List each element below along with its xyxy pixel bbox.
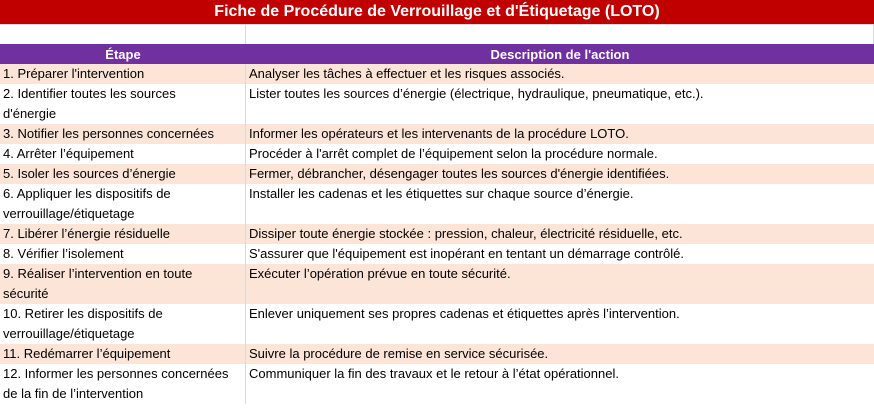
step-cell: 7. Libérer l’énergie résiduelle bbox=[0, 224, 246, 244]
header-description: Description de l'action bbox=[490, 46, 630, 62]
table-row bbox=[0, 224, 874, 244]
description-cell: Enlever uniquement ses propres cadenas et étiquettes après l’intervention. bbox=[249, 306, 680, 321]
description-cell: Installer les cadenas et les étiquettes sur chaque source d’énergie. bbox=[249, 186, 634, 201]
description-cell: S'assurer que l'équipement est inopérant en tentant un démarrage contrôlé. bbox=[249, 246, 684, 261]
description-cell: Exécuter l’opération prévue en toute sécurité. bbox=[249, 266, 511, 281]
step-cell: 10. Retirer les dispositifs de verrouillage/étiquetage bbox=[0, 304, 246, 344]
table-row bbox=[0, 344, 874, 364]
description-cell: Suivre la procédure de remise en service sécurisée. bbox=[249, 346, 549, 361]
table-row bbox=[0, 244, 874, 264]
description-cell: Informer les opérateurs et les intervenants de la procédure LOTO. bbox=[249, 126, 629, 141]
sheet-title: Fiche de Procédure de Verrouillage et d'Étiquetage (LOTO) bbox=[0, 0, 874, 25]
description-cell: Communiquer la fin des travaux et le retour à l’état opérationnel. bbox=[249, 366, 619, 381]
table-row bbox=[0, 264, 874, 304]
table-row bbox=[0, 364, 874, 404]
step-cell: 4. Arrêter l’équipement bbox=[0, 144, 246, 164]
table-row bbox=[0, 304, 874, 344]
description-cell: Dissiper toute énergie stockée : pression, chaleur, électricité résiduelle, etc. bbox=[249, 226, 683, 241]
step-cell: 2. Identifier toutes les sources d'énergie bbox=[0, 84, 246, 124]
table-row bbox=[0, 64, 874, 84]
step-cell: 3. Notifier les personnes concernées bbox=[0, 124, 246, 144]
step-cell: 8. Vérifier l’isolement bbox=[0, 244, 246, 264]
table-row bbox=[0, 84, 874, 124]
description-cell: Fermer, débrancher, désengager toutes les sources d'énergie identifiées. bbox=[249, 166, 670, 181]
step-cell: 5. Isoler les sources d’énergie bbox=[0, 164, 246, 184]
description-cell: Procéder à l'arrêt complet de l’équipement selon la procédure normale. bbox=[249, 146, 658, 161]
description-cell: Analyser les tâches à effectuer et les risques associés. bbox=[249, 66, 565, 81]
description-cell: Lister toutes les sources d’énergie (électrique, hydraulique, pneumatique, etc.). bbox=[249, 86, 704, 101]
step-cell: 9. Réaliser l’intervention en toute sécurité bbox=[0, 264, 246, 304]
empty-row bbox=[0, 25, 874, 44]
table-row bbox=[0, 164, 874, 184]
table-row bbox=[0, 144, 874, 164]
step-cell: 12. Informer les personnes concernées de la fin de l’intervention bbox=[0, 364, 246, 404]
step-cell: 6. Appliquer les dispositifs de verrouillage/étiquetage bbox=[0, 184, 246, 224]
step-cell: 11. Redémarrer l’équipement bbox=[0, 344, 246, 364]
header-step: Étape bbox=[105, 46, 141, 62]
table-row bbox=[0, 184, 874, 224]
table-header bbox=[0, 44, 874, 64]
table-row bbox=[0, 124, 874, 144]
step-cell: 1. Préparer l'intervention bbox=[0, 64, 246, 84]
